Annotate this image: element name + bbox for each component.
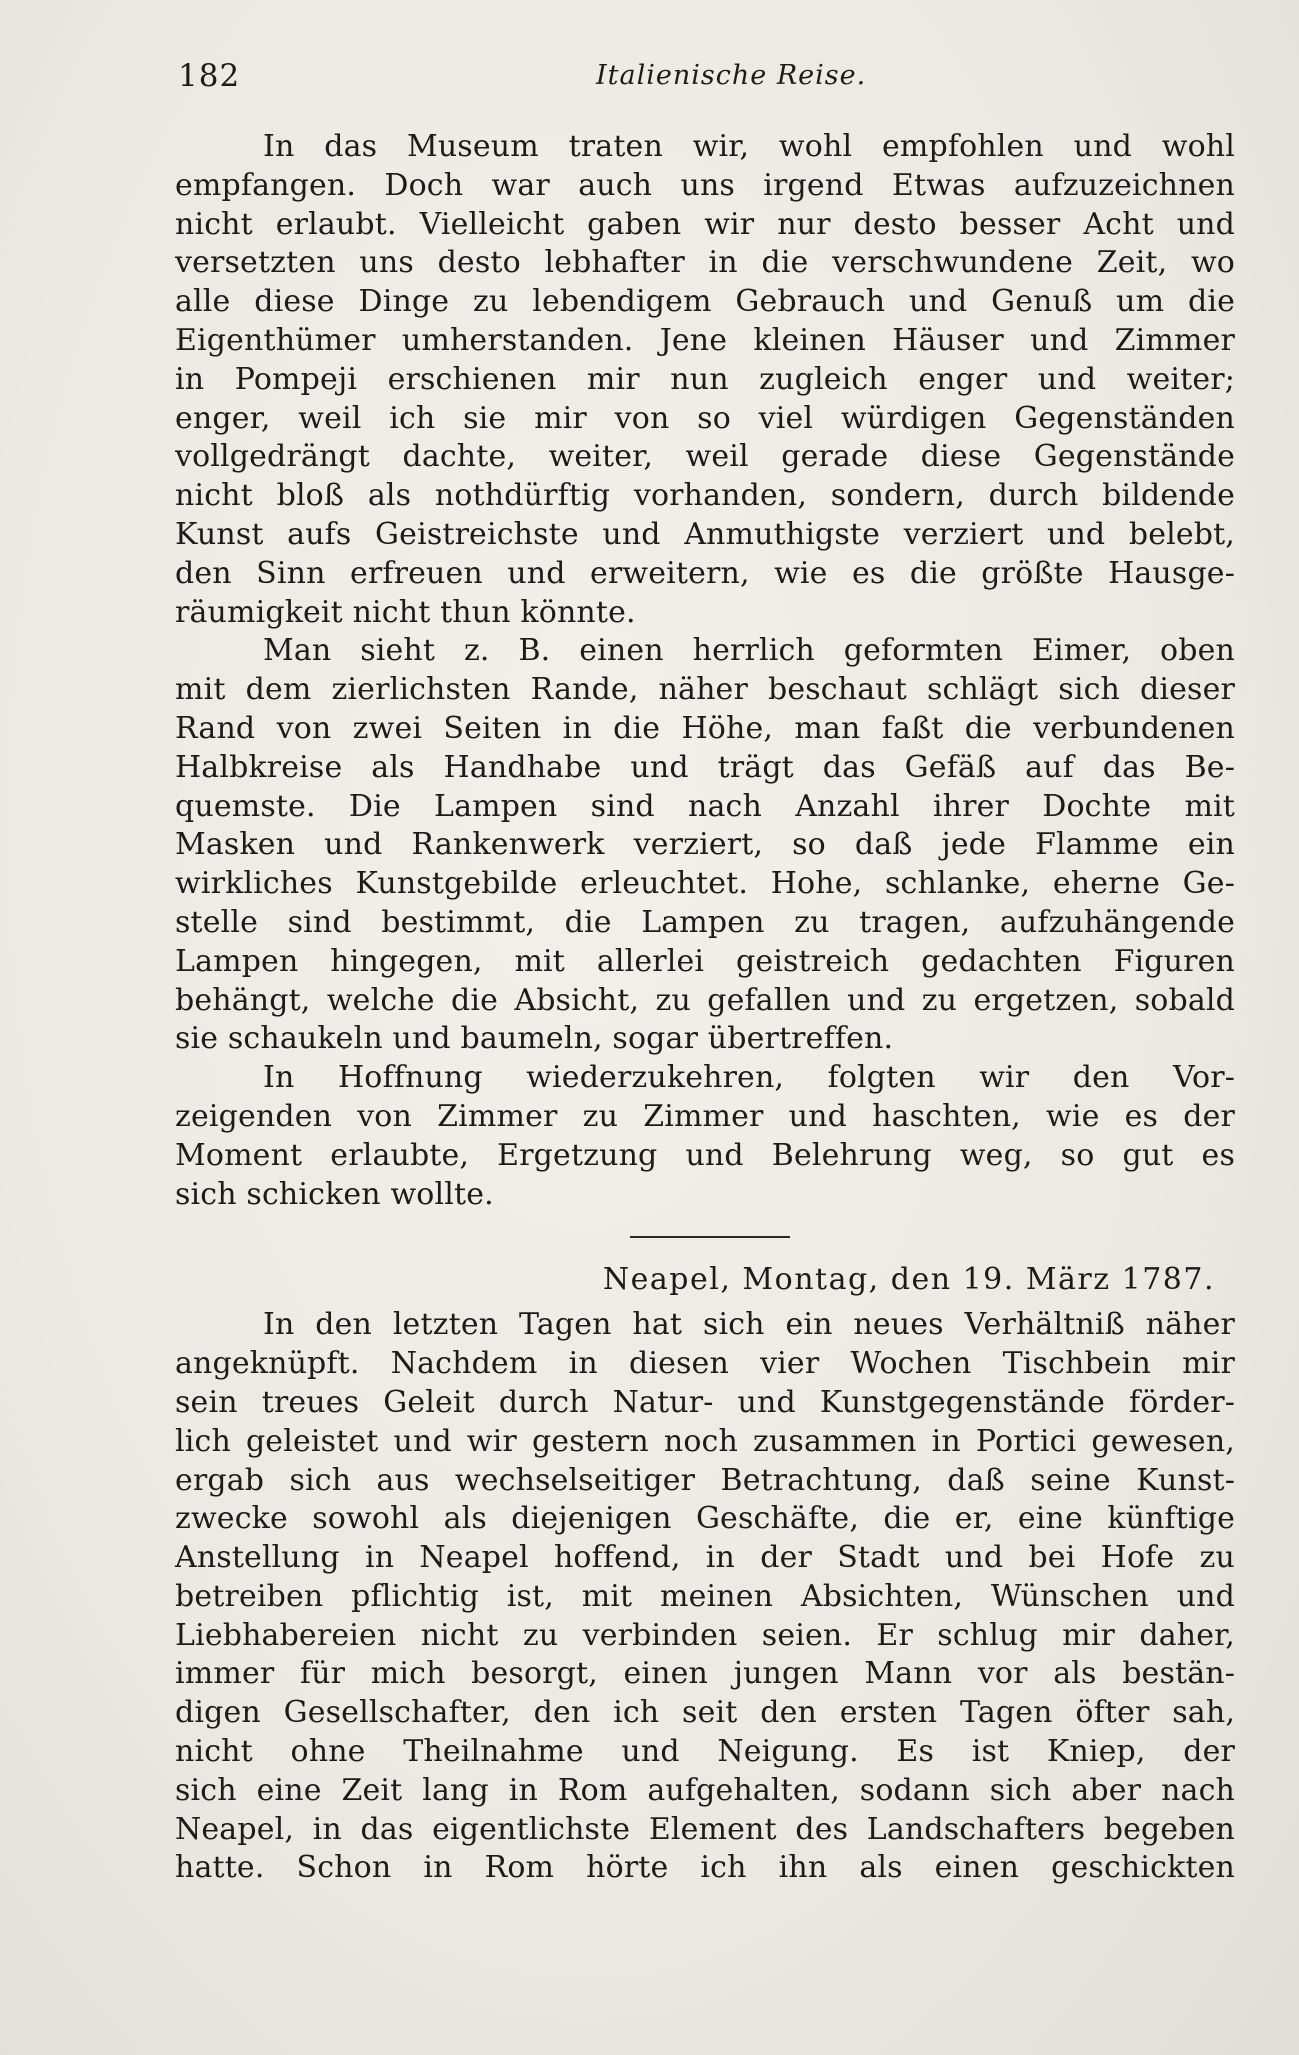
text-line: sich eine Zeit lang in Rom aufgehalten, sodann sich aber nach [175,1772,1235,1808]
text-line: in Pompeji erschienen mir nun zugleich enger und weiter; [175,361,1235,397]
text-line: digen Gesellschafter, den ich seit den ersten Tagen öfter sah, [175,1695,1235,1731]
paragraph-museum [175,128,1235,632]
text-line: Kunst aufs Geistreichste und Anmuthigste verziert und belebt, [175,516,1235,552]
text-line: quemste. Die Lampen sind nach Anzahl ihrer Dochte mit [175,788,1235,824]
page-number: 182 [178,58,241,94]
text-line: sie schaukeln und baumeln, sogar übertreffen. [175,1021,894,1057]
paragraph-eimer [175,632,1235,1059]
text-line: sein treues Geleit durch Natur- und Kunstgegenstände förder- [175,1384,1235,1420]
text-line: nicht erlaubt. Vielleicht gaben wir nur desto besser Acht und [175,206,1235,242]
text-line: vollgedrängt dachte, weiter, weil gerade diese Gegenstände [175,439,1235,475]
paragraph-tischbein [175,1306,1235,1888]
text-line: Anstellung in Neapel hoffend, in der Stadt und bei Hofe zu [175,1540,1235,1576]
running-title: Italienische Reise. [596,60,867,91]
text-line: lich geleistet und wir gestern noch zusammen in Portici gewesen, [175,1423,1235,1459]
text-line: den Sinn erfreuen und erweitern, wie es die größte Hausge- [175,555,1235,591]
text-line: nicht bloß als nothdürftig vorhanden, sondern, durch bildende [175,478,1235,514]
text-line: mit dem zierlichsten Rande, näher beschaut schlägt sich dieser [175,672,1235,708]
text-line: alle diese Dinge zu lebendigem Gebrauch und Genuß um die [175,284,1235,320]
text-line: versetzten uns desto lebhafter in die verschwundene Zeit, wo [175,245,1235,281]
text-line: zeigenden von Zimmer zu Zimmer und haschten, wie es der [175,1098,1235,1134]
text-line: In Hoffnung wiederzukehren, folgten wir den Vor- [263,1060,1235,1096]
text-line: behängt, welche die Absicht, zu gefallen und zu ergetzen, sobald [175,982,1235,1018]
text-line: Liebhabereien nicht zu verbinden seien. Er schlug mir daher, [175,1617,1235,1653]
text-line: ergab sich aus wechselseitiger Betrachtung, daß seine Kunst- [175,1462,1235,1498]
section-divider [630,1236,790,1238]
text-line: In das Museum traten wir, wohl empfohlen und wohl [263,129,1235,164]
text-line: Halbkreise als Handhabe und trägt das Gefäß auf das Be- [175,749,1235,785]
text-line: angeknüpft. Nachdem in diesen vier Wochen Tischbein mir [175,1346,1235,1382]
text-line: zwecke sowohl als diejenigen Geschäfte, die er, eine künftige [175,1501,1235,1537]
text-line: stelle sind bestimmt, die Lampen zu tragen, aufzuhängende [175,904,1235,940]
text-line: nicht ohne Theilnahme und Neigung. Es ist Kniep, der [175,1734,1235,1770]
text-line: hatte. Schon in Rom hörte ich ihn als einen geschickten [175,1850,1235,1886]
text-line: Neapel, in das eigentlichste Element des Landschafters begeben [175,1811,1235,1847]
paragraph-hoffnung [175,1059,1235,1214]
text-line: Lampen hingegen, mit allerlei geistreich gedachten Figuren [175,943,1235,979]
text-line: In den letzten Tagen hat sich ein neues Verhältniß näher [263,1307,1235,1343]
page-header [178,58,1230,102]
text-line: Eigenthümer umherstanden. Jene kleinen Häuser und Zimmer [175,322,1235,358]
text-line: Masken und Rankenwerk verziert, so daß jede Flamme ein [175,827,1235,863]
text-line: Man sieht z. B. einen herrlich geformten Eimer, oben [263,633,1235,669]
text-line: enger, weil ich sie mir von so viel würdigen Gegenständen [175,400,1235,436]
text-line: betreiben pflichtig ist, mit meinen Absichten, Wünschen und [175,1578,1235,1614]
text-line: räumigkeit nicht thun könnte. [175,594,636,630]
text-line: wirkliches Kunstgebilde erleuchtet. Hohe, schlanke, eherne Ge- [175,866,1235,902]
text-line: empfangen. Doch war auch uns irgend Etwas aufzuzeichnen [175,167,1235,203]
dateline: Neapel, Montag, den 19. März 1787. [602,1262,1215,1298]
text-line: sich schicken wollte. [175,1176,494,1212]
page-body [175,128,1235,1888]
text-line: immer für mich besorgt, einen jungen Mann vor als bestän- [175,1656,1235,1692]
text-line: Rand von zwei Seiten in die Höhe, man faßt die verbundenen [175,710,1235,746]
text-line: Moment erlaubte, Ergetzung und Belehrung weg, so gut es [175,1137,1235,1173]
